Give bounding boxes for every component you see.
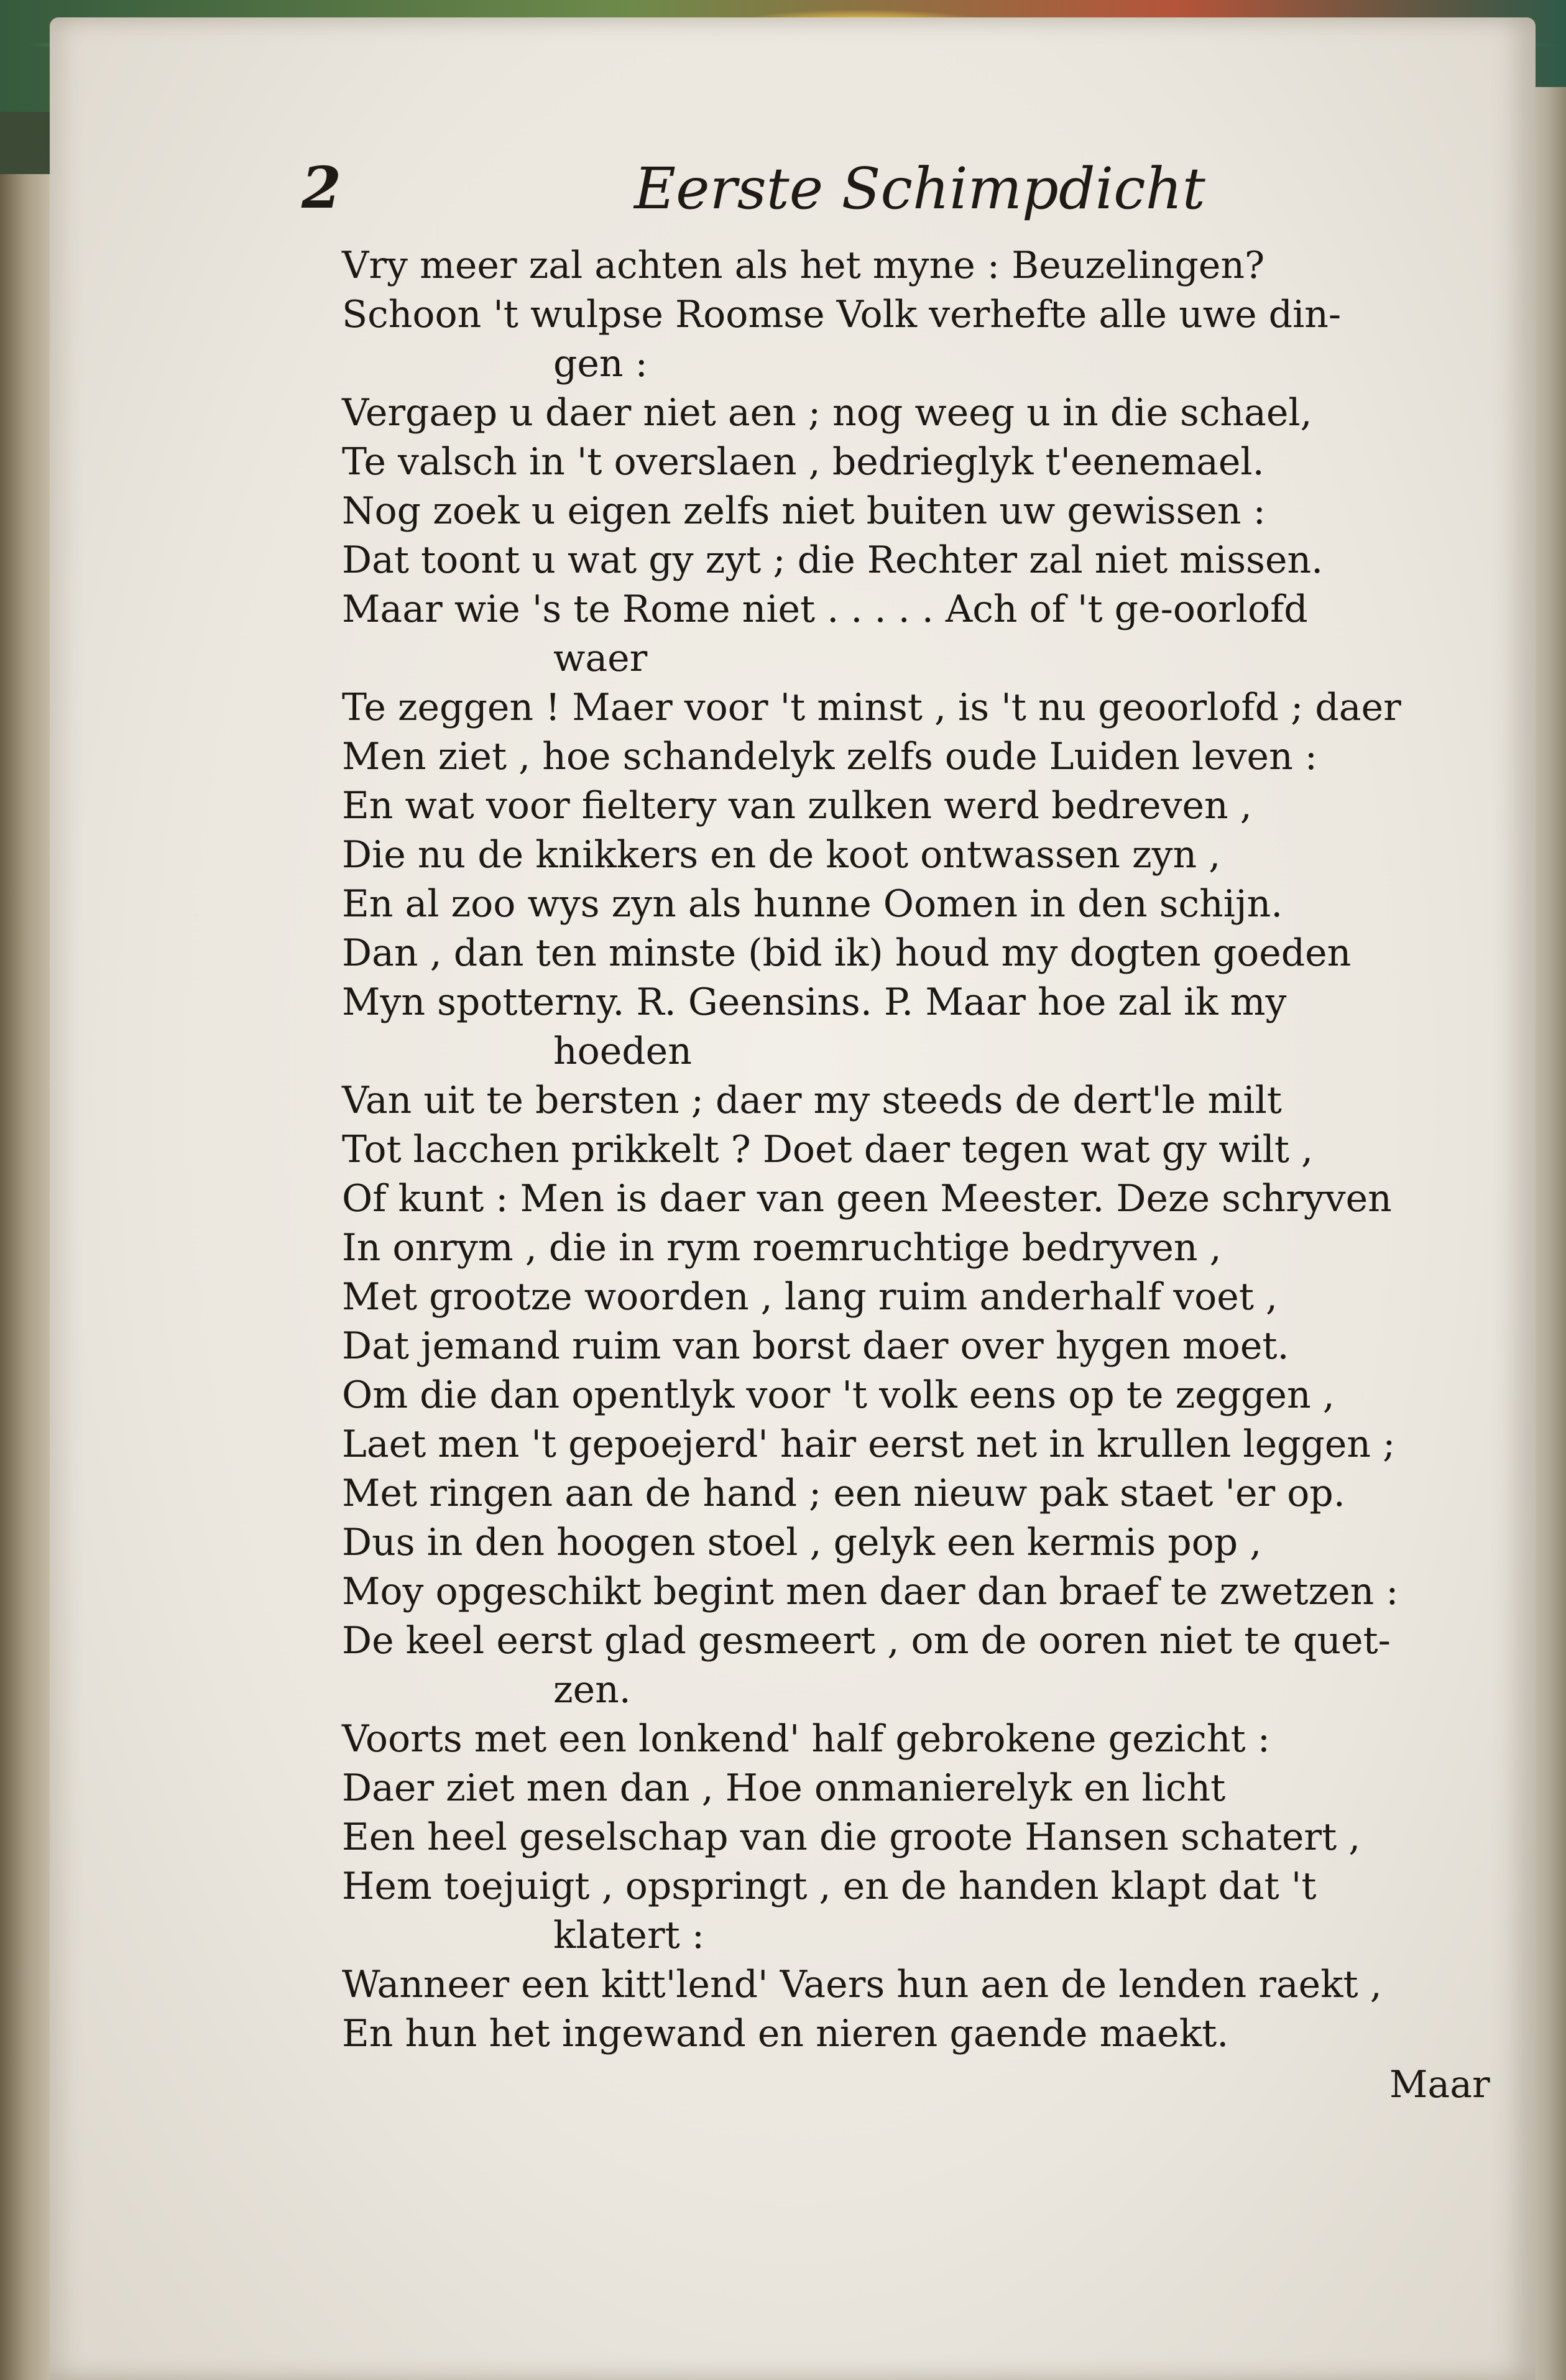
poem-line: Hem toejuigt , opspringt , en de handen klapt dat 't	[342, 1865, 1317, 1908]
running-head	[50, 17, 1536, 222]
poem-line: De keel eerst glad gesmeert , om de ooren niet te quet-	[342, 1619, 1391, 1663]
poem-line-continuation: waer	[553, 637, 648, 680]
poem-line: Dan , dan ten minste (bid ik) houd my dogten goeden	[342, 931, 1352, 975]
poem-line: Om die dan opentlyk voor 't volk eens op te zeggen ,	[342, 1373, 1335, 1417]
poem-line: Nog zoek u eigen zelfs niet buiten uw gewissen :	[342, 489, 1266, 533]
poem-line: Te zeggen ! Maer voor 't minst , is 't nu geoorlofd ; daer	[342, 686, 1401, 729]
page-title: Eerste Schimpdicht	[634, 155, 1205, 222]
poem-line: Daer ziet men dan , Hoe onmanierelyk en licht	[342, 1766, 1226, 1810]
poem-line-continuation: hoeden	[553, 1030, 692, 1073]
poem-line: Vergaep u daer niet aen ; nog weeg u in die schael,	[342, 391, 1312, 435]
poem-line: Met grootze woorden , lang ruim anderhalf voet ,	[342, 1275, 1278, 1319]
poem-line: Vry meer zal achten als het myne : Beuzelingen?	[342, 244, 1265, 287]
page-number: 2	[302, 154, 342, 221]
poem-line: Voorts met een lonkend' half gebrokene gezicht :	[342, 1717, 1270, 1761]
poem-line-continuation: klatert :	[553, 1914, 705, 1957]
poem-line: Dus in den hoogen stoel , gelyk een kermis pop ,	[342, 1521, 1262, 1564]
poem-line-continuation: gen :	[553, 342, 648, 385]
poem-line: Laet men 't gepoejerd' hair eerst net in krullen leggen ;	[342, 1423, 1396, 1466]
poem-line: Of kunt : Men is daer van geen Meester. Deze schryven	[342, 1177, 1392, 1220]
poem-line: En wat voor fieltery van zulken werd bedreven ,	[342, 784, 1252, 828]
book-page	[50, 17, 1536, 2380]
poem-line: Een heel geselschap van die groote Hansen schatert ,	[342, 1815, 1361, 1859]
catchword: Maar	[1389, 2063, 1490, 2106]
poem-line: Die nu de knikkers en de koot ontwassen zyn ,	[342, 833, 1221, 877]
poem-line: Men ziet , hoe schandelyk zelfs oude Luiden leven :	[342, 735, 1317, 778]
poem-line: Maar wie 's te Rome niet . . . . . Ach of 't ge-oorlofd	[342, 588, 1308, 631]
poem-text	[342, 241, 1480, 2059]
poem-line: Dat toont u wat gy zyt ; die Rechter zal niet missen.	[342, 538, 1324, 582]
poem-line: Myn spotterny. R. Geensins. P. Maar hoe zal ik my	[342, 980, 1287, 1024]
poem-line-continuation: zen.	[553, 1668, 631, 1712]
poem-line: Dat jemand ruim van borst daer over hygen moet.	[342, 1324, 1289, 1368]
poem-line: En hun het ingewand en nieren gaende maekt.	[342, 2012, 1229, 2055]
poem-line: Schoon 't wulpse Roomse Volk verhefte alle uwe din-	[342, 293, 1342, 336]
poem-line: Van uit te bersten ; daer my steeds de dert'le milt	[342, 1079, 1282, 1122]
poem-line: Moy opgeschikt begint men daer dan braef te zwetzen :	[342, 1570, 1399, 1613]
poem-line: In onrym , die in rym roemruchtige bedryven ,	[342, 1226, 1222, 1270]
poem-line: Tot lacchen prikkelt ? Doet daer tegen wat gy wilt ,	[342, 1128, 1314, 1171]
poem-line: Met ringen aan de hand ; een nieuw pak staet 'er op.	[342, 1472, 1345, 1515]
poem-line: En al zoo wys zyn als hunne Oomen in den schijn.	[342, 882, 1283, 926]
poem-line: Te valsch in 't overslaen , bedrieglyk t'eenemael.	[342, 440, 1264, 484]
poem-line: Wanneer een kitt'lend' Vaers hun aen de lenden raekt ,	[342, 1963, 1382, 2006]
